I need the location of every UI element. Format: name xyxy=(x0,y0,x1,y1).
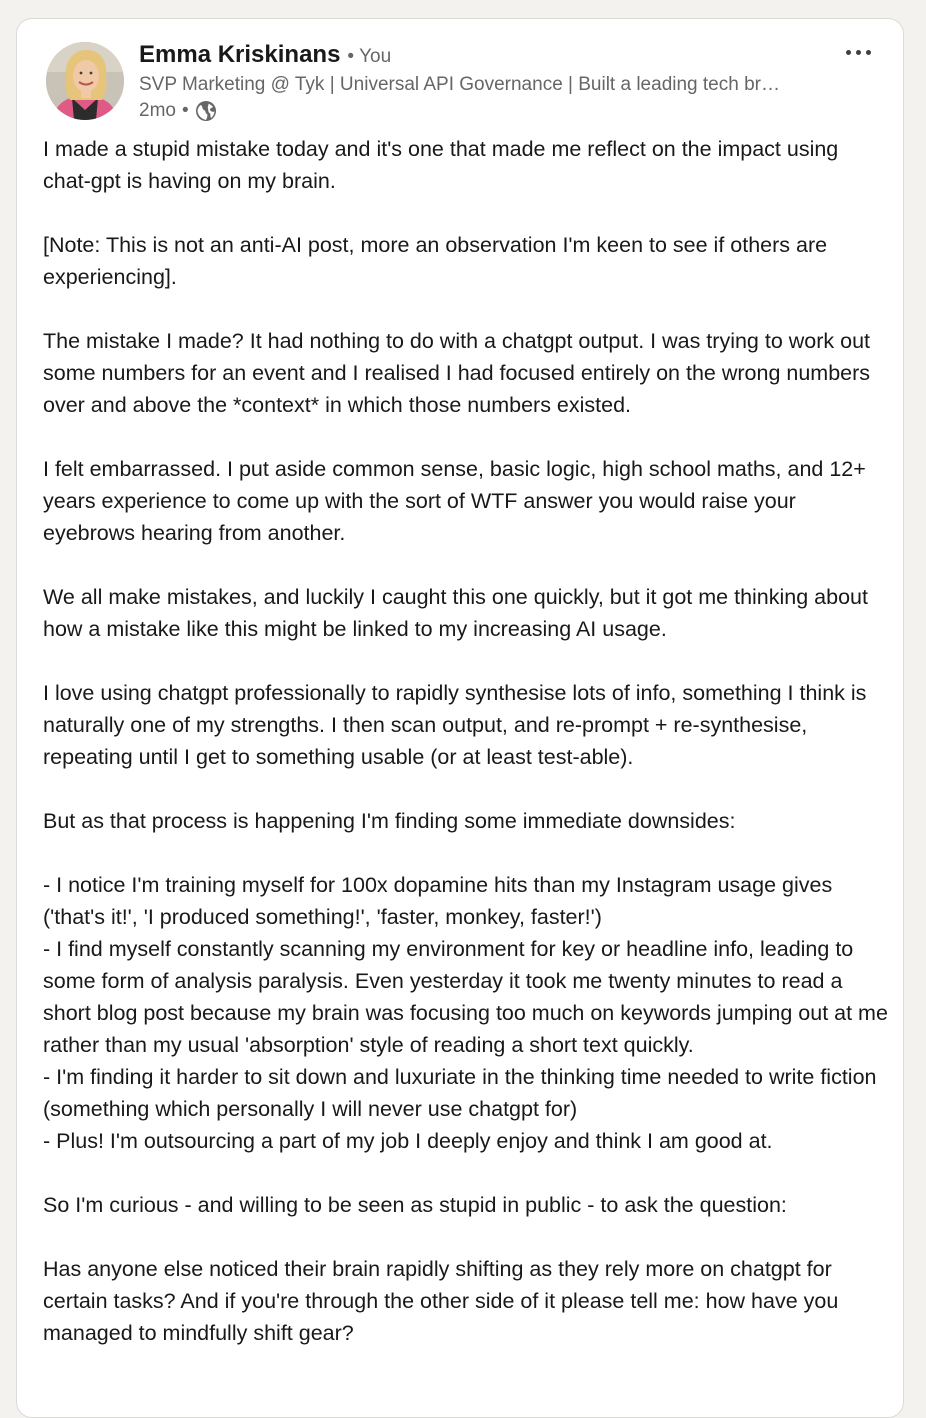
post-paragraph: I felt embarrassed. I put aside common sense, basic logic, high school maths, and 12+ years experience to come up with the sort of WTF answer you would raise your eyebrows hearing from another. xyxy=(43,457,866,545)
post-paragraph: I love using chatgpt professionally to rapidly synthesise lots of info, something I think is naturally one of my strengths. I then scan output, and re-prompt + re-synthesise, repeating until I get to something usable (or at least test-able). xyxy=(43,681,867,769)
post-time-row xyxy=(139,98,829,124)
author-name[interactable]: Emma Kriskinans xyxy=(139,41,341,68)
post-bullet-list: - I notice I'm training myself for 100x dopamine hits than my Instagram usage gives ('that's it!', 'I produced something!', 'faster, monkey, faster!') - I find myself constantly scanning my environment for key or headline info, leading to some form of analysis paralysis. Even yesterday it took me twenty minutes to read a short blog post because my brain was focusing too much on keywords jumping out at me rather than my usual 'absorption' style of reading a short text quickly. - I'm finding it harder to sit down and luxuriate in the thinking time needed to write fiction (something which personally I will never use chatgpt for) - Plus! I'm outsourcing a part of my job I deeply enjoy and think I am good at. xyxy=(43,873,888,1153)
post-card xyxy=(16,18,904,1418)
author-headline: SVP Marketing @ Tyk | Universal API Governance | Built a leading tech br… xyxy=(139,74,780,95)
author-meta xyxy=(139,41,829,124)
post-paragraph: The mistake I made? It had nothing to do with a chatgpt output. I was trying to work out some numbers for an event and I realised I had focused entirely on the wrong numbers over and above the *context* in which those numbers existed. xyxy=(43,329,871,417)
post-paragraph: So I'm curious - and willing to be seen as stupid in public - to ask the question: xyxy=(43,1193,787,1217)
more-dot xyxy=(856,50,861,55)
globe-icon xyxy=(195,100,217,122)
separator-dot: • xyxy=(347,46,355,67)
post-paragraph: Has anyone else noticed their brain rapidly shifting as they rely more on chatgpt for certain tasks? And if you're through the other side of it please tell me: how have you managed to mindfully shift gear? xyxy=(43,1257,839,1345)
post-header xyxy=(17,19,903,129)
author-name-row xyxy=(139,41,829,71)
relation-label: You xyxy=(359,46,392,67)
more-dot xyxy=(846,50,851,55)
separator-dot: • xyxy=(181,100,189,121)
avatar-photo xyxy=(46,42,124,120)
post-paragraph: [Note: This is not an anti-AI post, more an observation I'm keen to see if others are experiencing]. xyxy=(43,233,828,289)
post-body xyxy=(43,133,888,1349)
post-paragraph: I made a stupid mistake today and it's one that made me reflect on the impact using chat-gpt is having on my brain. xyxy=(43,137,839,193)
more-options-icon[interactable] xyxy=(841,37,875,67)
post-paragraph: But as that process is happening I'm finding some immediate downsides: xyxy=(43,809,736,833)
avatar[interactable] xyxy=(46,42,124,120)
post-paragraph: We all make mistakes, and luckily I caught this one quickly, but it got me thinking about how a mistake like this might be linked to my increasing AI usage. xyxy=(43,585,868,641)
more-dot xyxy=(866,50,871,55)
post-timestamp: 2mo xyxy=(139,100,176,121)
